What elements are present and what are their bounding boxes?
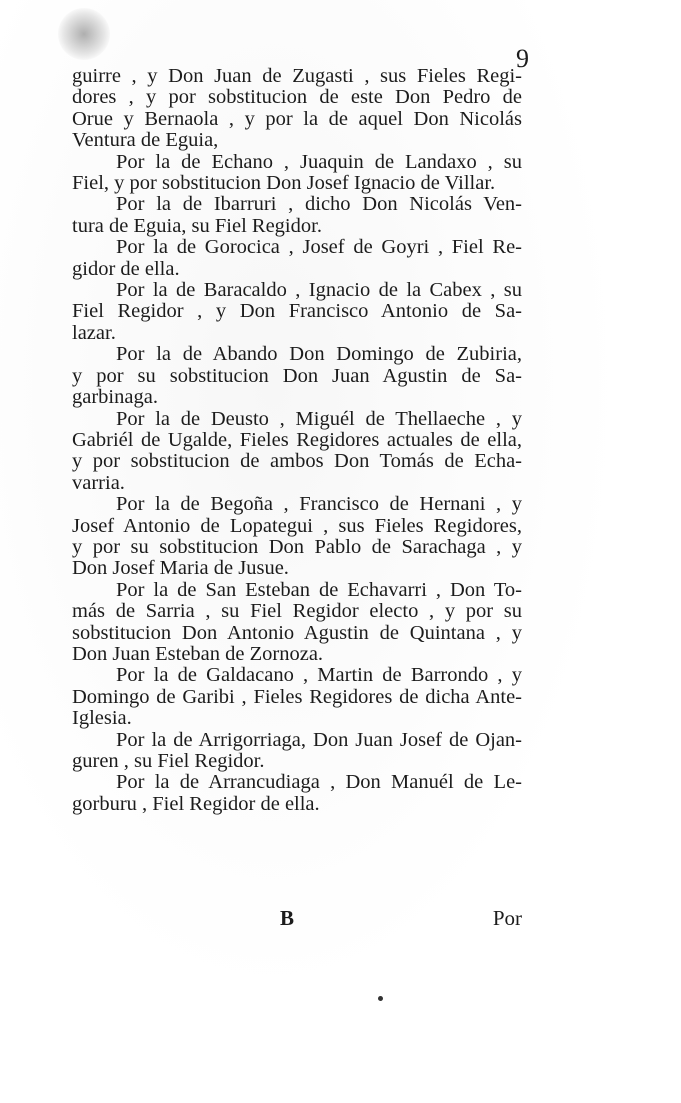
- text-line: Por la de Abando Don Domingo de Zubiria,: [116, 343, 522, 366]
- text-line: Ventura de Eguia,: [72, 129, 219, 152]
- text-line: dores , y por sobstitucion de este Don Pedro de: [72, 86, 522, 109]
- text-line: Por la de Arrigorriaga, Don Juan Josef de Ojan-: [116, 728, 522, 751]
- text-line: Por la de Echano , Juaquin de Landaxo , su: [116, 150, 522, 173]
- text-line: Por la de San Esteban de Echavarri , Don To-: [116, 578, 522, 601]
- text-line: sobstitucion Don Antonio Agustin de Quintana , y: [72, 621, 522, 644]
- text-line: guren , su Fiel Regidor.: [72, 750, 265, 772]
- text-line: Josef Antonio de Lopategui , sus Fieles Regidores,: [72, 514, 522, 537]
- text-line: Por la de Galdacano , Martin de Barrondo , y: [116, 664, 522, 687]
- text-line: Por la de Gorocica , Josef de Goyri , Fiel Re-: [116, 236, 522, 259]
- text-line: Orue y Bernaola , y por la de aquel Don Nicolás: [72, 107, 522, 130]
- body-text: [72, 66, 522, 815]
- signature-mark: B: [280, 906, 295, 930]
- text-line: gidor de ella.: [72, 257, 180, 280]
- catchword: Por: [492, 906, 522, 930]
- text-line: garbinaga.: [72, 386, 158, 409]
- page-number: 9: [516, 44, 529, 73]
- text-line: Iglesia.: [72, 707, 132, 730]
- text-line: y por su sobstitucion Don Juan Agustin de Sa-: [72, 364, 522, 387]
- page-footer: [72, 906, 522, 930]
- text-line: guirre , y Don Juan de Zugasti , sus Fieles Regi-: [72, 65, 522, 87]
- text-line: Domingo de Garibi , Fieles Regidores de dicha Ante-: [72, 685, 522, 708]
- text-line: y por sobstitucion de ambos Don Tomás de Echa-: [72, 450, 522, 473]
- ink-smudge: [58, 8, 110, 60]
- text-line: Fiel, y por sobstitucion Don Josef Ignacio de Villar.: [72, 172, 496, 195]
- text-line: Gabriél de Ugalde, Fieles Regidores actuales de ella,: [72, 428, 522, 451]
- text-line: gorburu , Fiel Regidor de ella.: [72, 792, 320, 815]
- text-line: tura de Eguia, su Fiel Regidor.: [72, 214, 322, 237]
- text-line: y por su sobstitucion Don Pablo de Sarachaga , y: [72, 535, 522, 558]
- text-line: Don Josef Maria de Jusue.: [72, 557, 289, 580]
- text-line: lazar.: [72, 321, 116, 344]
- text-line: Por la de Deusto , Miguél de Thellaeche , y: [116, 407, 522, 430]
- text-line: Por la de Begoña , Francisco de Hernani , y: [116, 493, 522, 516]
- text-line: Por la de Arrancudiaga , Don Manuél de Le-: [116, 771, 522, 794]
- text-line: más de Sarria , su Fiel Regidor electo , y por su: [72, 600, 522, 623]
- text-line: Por la de Baracaldo , Ignacio de la Cabex , su: [116, 279, 522, 302]
- paper-speck: [378, 996, 383, 1001]
- text-line: Don Juan Esteban de Zornoza.: [72, 642, 324, 665]
- text-line: varria.: [72, 471, 125, 494]
- text-line: Fiel Regidor , y Don Francisco Antonio de Sa-: [72, 300, 522, 323]
- text-line: Por la de Ibarruri , dicho Don Nicolás Ven-: [116, 193, 522, 216]
